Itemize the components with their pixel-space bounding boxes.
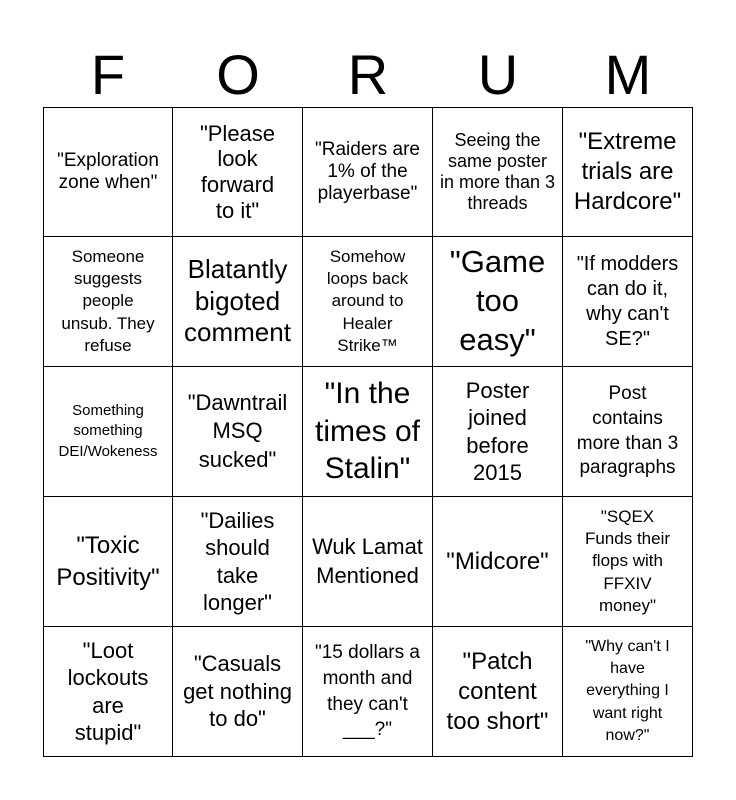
bingo-cell-text: "Please look forward to it" [199, 120, 276, 223]
bingo-cell-r1-c0[interactable] [43, 237, 173, 367]
bingo-cell-r0-c1[interactable] [173, 107, 303, 237]
bingo-cell-r3-c2[interactable] [303, 497, 433, 627]
bingo-cell-r0-c0[interactable] [43, 107, 173, 237]
bingo-cell-text: "15 dollars a month and they can't ___?" [315, 642, 420, 741]
bingo-cell-text: Someone suggests people unsub. They refuse [61, 247, 155, 355]
bingo-cell-r4-c2[interactable] [303, 627, 433, 757]
bingo-cell-text: Seeing the same poster in more than 3 threads [439, 130, 556, 213]
bingo-cell-r3-c4[interactable] [563, 497, 693, 627]
bingo-cell-r3-c0[interactable] [43, 497, 173, 627]
bingo-cell-text: Post contains more than 3 paragraphs [576, 383, 679, 479]
bingo-cell-r1-c4[interactable] [563, 237, 693, 367]
bingo-cell-r4-c1[interactable] [173, 627, 303, 757]
header-letter-u: U [477, 43, 519, 106]
bingo-cell-text: "Exploration zone when" [57, 149, 159, 193]
bingo-cell-r0-c4[interactable] [563, 107, 693, 237]
bingo-cell-text: Wuk Lamat Mentioned [312, 533, 423, 588]
bingo-cell-r4-c3[interactable] [433, 627, 563, 757]
header-letter-r: R [347, 43, 389, 106]
bingo-cell-text: Something something DEI/Wokeness [58, 402, 158, 460]
bingo-board [43, 107, 693, 757]
bingo-cell-r1-c3[interactable] [433, 237, 563, 367]
bingo-cell-text: Blatantly bigoted comment [184, 253, 291, 348]
bingo-cell-r2-c1[interactable] [173, 367, 303, 497]
bingo-cell-text: "Casuals get nothing to do" [183, 651, 292, 732]
bingo-cell-text: "SQEX Funds their flops with FFXIV money" [584, 507, 671, 615]
bingo-cell-text: "Midcore" [446, 547, 549, 575]
bingo-cell-r1-c2[interactable] [303, 237, 433, 367]
bingo-cell-text: "Extreme trials are Hardcore" [573, 128, 682, 215]
bingo-cell-r4-c4[interactable] [563, 627, 693, 757]
header-letter-o: O [216, 43, 260, 106]
header-letter-m: M [604, 43, 652, 106]
bingo-cell-text: "Why can't I have everything I want right now?" [585, 637, 670, 745]
bingo-cell-r2-c0[interactable] [43, 367, 173, 497]
bingo-cell-text: Somehow loops back around to Healer Strike™ [326, 247, 409, 355]
bingo-cell-r0-c3[interactable] [433, 107, 563, 237]
bingo-cell-r0-c2[interactable] [303, 107, 433, 237]
bingo-header [43, 44, 693, 106]
bingo-cell-text: Poster joined before 2015 [465, 377, 530, 485]
header-letter-f: F [90, 43, 126, 106]
bingo-cell-text: "If modders can do it, why can't SE?" [576, 252, 679, 350]
bingo-cell-r1-c1[interactable] [173, 237, 303, 367]
bingo-cell-r4-c0[interactable] [43, 627, 173, 757]
bingo-cell-r2-c3[interactable] [433, 367, 563, 497]
bingo-cell-text: "Patch content too short" [446, 647, 549, 735]
bingo-cell-text: "In the times of Stalin" [314, 377, 421, 486]
bingo-cell-r2-c4[interactable] [563, 367, 693, 497]
bingo-cell-r3-c1[interactable] [173, 497, 303, 627]
bingo-cell-text: "Loot lockouts are stupid" [67, 637, 149, 745]
bingo-cell-text: "Toxic Positivity" [56, 532, 160, 591]
bingo-cell-text: "Raiders are 1% of the playerbase" [315, 138, 420, 205]
bingo-cell-r3-c3[interactable] [433, 497, 563, 627]
bingo-cell-text: "Dailies should take longer" [200, 507, 275, 615]
bingo-cell-r2-c2[interactable] [303, 367, 433, 497]
bingo-cell-text: "Dawntrail MSQ sucked" [187, 389, 288, 472]
bingo-cell-text: "Game too easy" [449, 244, 546, 357]
